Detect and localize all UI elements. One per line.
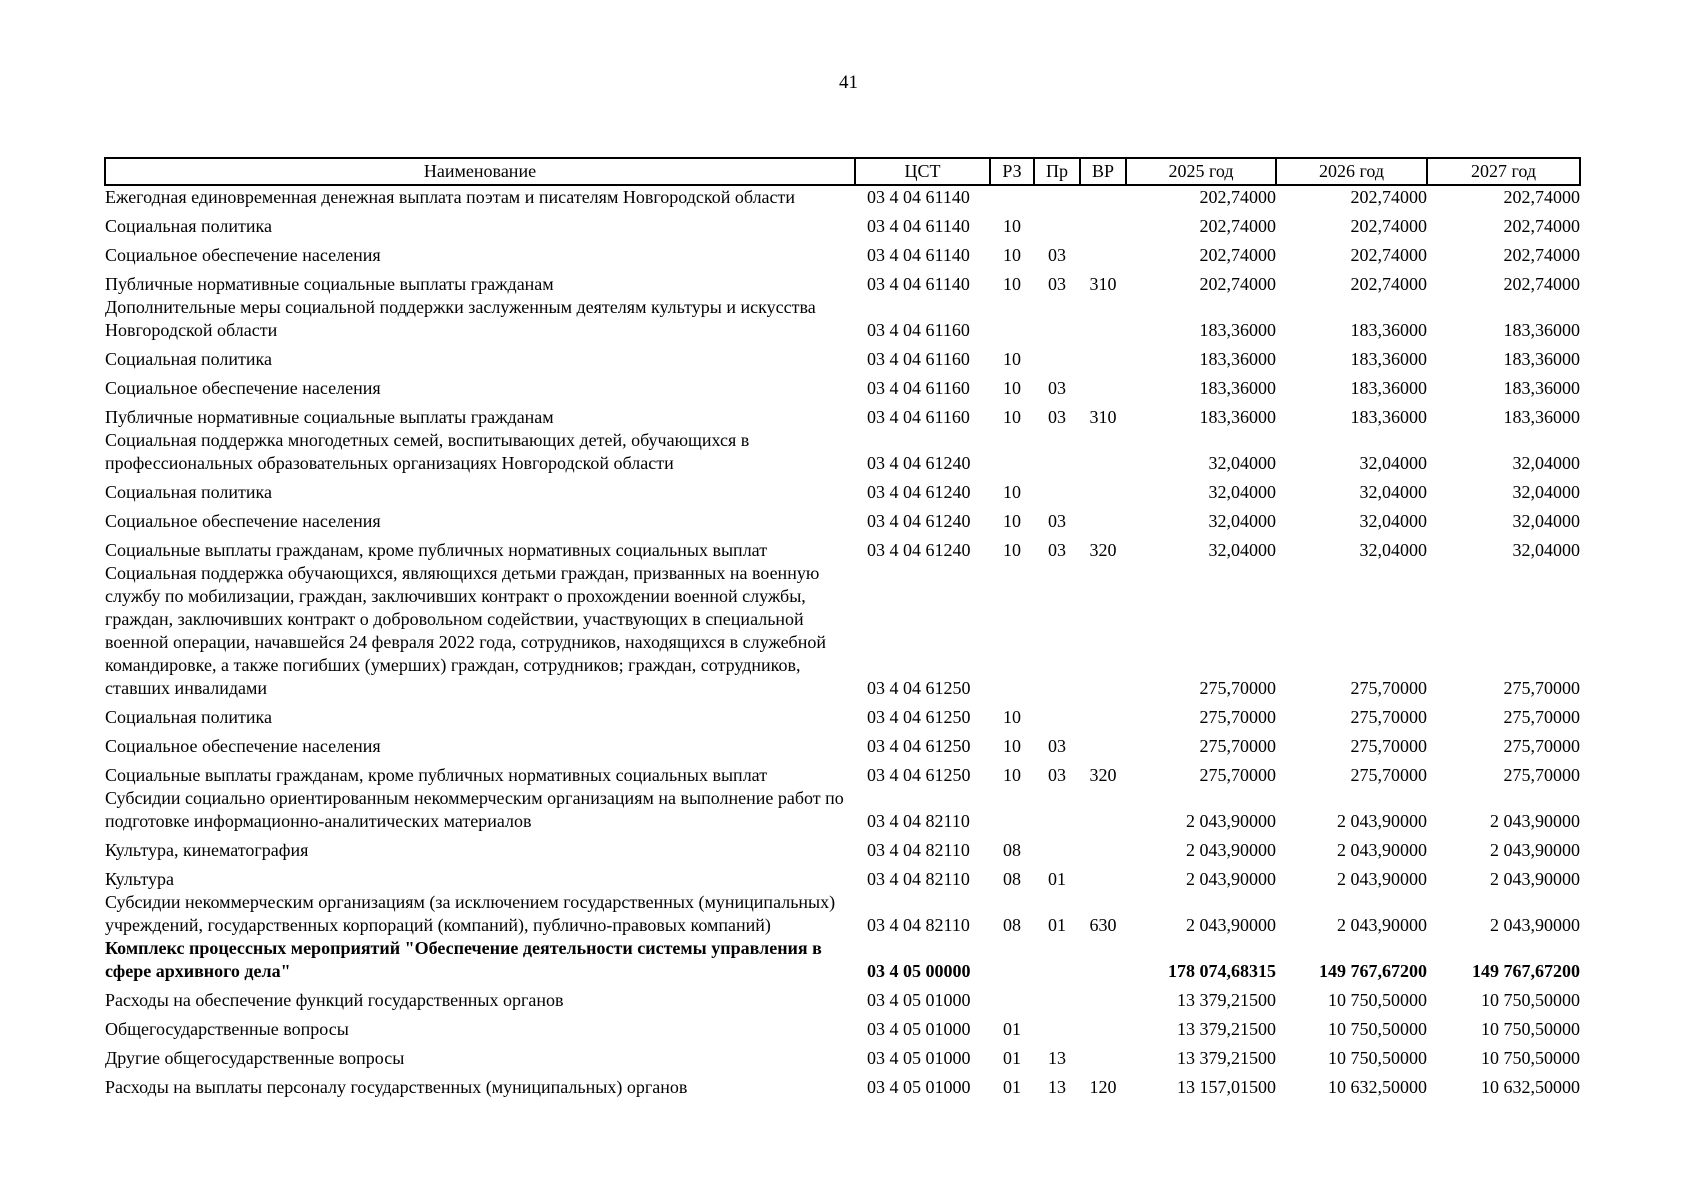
cell-name: Ежегодная единовременная денежная выплата поэтам и писателям Новгородской области: [105, 187, 796, 207]
cell-pr: [1034, 983, 1080, 1012]
cell-2026: 275,70000: [1350, 765, 1427, 785]
table-row: [105, 1012, 1580, 1041]
table-row: [105, 729, 1580, 758]
cell-rz: 10: [1003, 274, 1021, 294]
table-row: [105, 371, 1580, 400]
table-row: [105, 429, 1580, 475]
cell-cst: 03 4 04 61240: [867, 511, 971, 531]
cell-2025: 2 043,90000: [1186, 811, 1276, 831]
cell-vr: [1080, 296, 1126, 342]
cell-rz: 10: [1003, 482, 1021, 502]
cell-2026: 32,04000: [1359, 453, 1427, 473]
header-vr: ВР: [1080, 158, 1126, 185]
cell-name: Социальное обеспечение населения: [105, 736, 381, 756]
cell-pr: [1034, 700, 1080, 729]
cell-pr: [1034, 185, 1080, 209]
cell-vr: [1080, 729, 1126, 758]
cell-vr: [1080, 983, 1126, 1012]
cell-name: Расходы на обеспечение функций государственных органов: [105, 990, 564, 1010]
cell-cst: 03 4 04 61250: [867, 765, 971, 785]
table-body: [105, 185, 1580, 1099]
cell-name: Социальная политика: [105, 482, 272, 502]
cell-2027: 32,04000: [1512, 540, 1580, 560]
cell-pr: 01: [1048, 869, 1066, 889]
cell-2025: 13 157,01500: [1177, 1077, 1276, 1097]
table-row: [105, 983, 1580, 1012]
cell-rz: [990, 429, 1034, 475]
cell-pr: 03: [1048, 274, 1066, 294]
table-row: [105, 209, 1580, 238]
cell-vr: [1080, 862, 1126, 891]
cell-2027: 183,36000: [1503, 378, 1580, 398]
cell-2027: 202,74000: [1503, 245, 1580, 265]
cell-rz: 10: [1003, 765, 1021, 785]
cell-name: Социальное обеспечение населения: [105, 245, 381, 265]
cell-2027: 275,70000: [1503, 765, 1580, 785]
cell-2026: 202,74000: [1350, 187, 1427, 207]
cell-pr: [1034, 429, 1080, 475]
cell-cst: 03 4 04 82110: [867, 869, 970, 889]
cell-2025: 2 043,90000: [1186, 869, 1276, 889]
cell-name: Дополнительные меры социальной поддержки заслуженным деятелям культуры и искусства Новгородской области: [105, 297, 816, 340]
cell-name: Субсидии некоммерческим организациям (за исключением государственных (муниципальных) учреждений, государственных корпораций (компаний), публично-правовых компаний): [105, 892, 836, 935]
cell-pr: 13: [1048, 1048, 1066, 1068]
cell-2026: 183,36000: [1350, 407, 1427, 427]
cell-2025: 13 379,21500: [1177, 1048, 1276, 1068]
cell-rz: 10: [1003, 540, 1021, 560]
cell-2025: 275,70000: [1199, 678, 1276, 698]
cell-cst: 03 4 04 61160: [867, 349, 970, 369]
cell-2027: 275,70000: [1503, 736, 1580, 756]
table-header-row: [105, 158, 1580, 185]
table-row: [105, 862, 1580, 891]
cell-2027: 10 750,50000: [1481, 1048, 1580, 1068]
page-number: 41: [839, 72, 858, 93]
cell-2027: 202,74000: [1503, 187, 1580, 207]
cell-rz: [990, 185, 1034, 209]
cell-cst: 03 4 04 82110: [867, 811, 970, 831]
cell-vr: [1080, 475, 1126, 504]
cell-vr: [1080, 342, 1126, 371]
cell-2027: 10 750,50000: [1481, 1019, 1580, 1039]
header-cst: ЦСТ: [855, 158, 990, 185]
cell-cst: 03 4 05 00000: [867, 961, 971, 981]
header-name: Наименование: [105, 158, 855, 185]
cell-2026: 183,36000: [1350, 349, 1427, 369]
cell-vr: [1080, 1012, 1126, 1041]
cell-name: Социальная поддержка многодетных семей, воспитывающих детей, обучающихся в профессиональных образовательных организациях Новгородской области: [105, 430, 750, 473]
cell-2026: 10 750,50000: [1328, 990, 1427, 1010]
table-row: [105, 400, 1580, 429]
cell-rz: [990, 787, 1034, 833]
cell-vr: [1080, 238, 1126, 267]
cell-2027: 202,74000: [1503, 274, 1580, 294]
cell-vr: 310: [1089, 274, 1117, 294]
cell-vr: [1080, 1041, 1126, 1070]
cell-2025: 183,36000: [1199, 349, 1276, 369]
cell-2025: 32,04000: [1208, 482, 1276, 502]
cell-pr: 03: [1048, 378, 1066, 398]
cell-rz: [990, 937, 1034, 983]
cell-rz: [990, 562, 1034, 700]
cell-rz: 08: [1003, 869, 1021, 889]
cell-2025: 32,04000: [1208, 511, 1276, 531]
cell-2025: 275,70000: [1199, 736, 1276, 756]
cell-rz: [990, 296, 1034, 342]
cell-2026: 275,70000: [1350, 678, 1427, 698]
cell-2026: 10 632,50000: [1328, 1077, 1427, 1097]
cell-cst: 03 4 04 61240: [867, 482, 971, 502]
cell-cst: 03 4 04 61160: [867, 407, 970, 427]
cell-rz: 01: [1003, 1048, 1021, 1068]
cell-2025: 2 043,90000: [1186, 915, 1276, 935]
cell-name: Комплекс процессных мероприятий "Обеспечение деятельности системы управления в сфере архивного дела": [105, 938, 822, 981]
cell-cst: 03 4 04 61140: [867, 245, 970, 265]
header-rz: РЗ: [990, 158, 1034, 185]
cell-cst: 03 4 04 61240: [867, 540, 971, 560]
cell-vr: [1080, 562, 1126, 700]
cell-name: Публичные нормативные социальные выплаты гражданам: [105, 407, 554, 427]
cell-vr: [1080, 504, 1126, 533]
cell-pr: [1034, 209, 1080, 238]
cell-2026: 202,74000: [1350, 274, 1427, 294]
cell-2027: 10 632,50000: [1481, 1077, 1580, 1097]
cell-name: Социальные выплаты гражданам, кроме публичных нормативных социальных выплат: [105, 765, 768, 785]
cell-2027: 10 750,50000: [1481, 990, 1580, 1010]
cell-vr: 120: [1089, 1077, 1117, 1097]
cell-2026: 32,04000: [1359, 540, 1427, 560]
table-row: [105, 533, 1580, 562]
cell-rz: 10: [1003, 349, 1021, 369]
table-row: [105, 787, 1580, 833]
cell-rz: 01: [1003, 1077, 1021, 1097]
cell-2027: 32,04000: [1512, 453, 1580, 473]
cell-cst: 03 4 05 01000: [867, 990, 971, 1010]
cell-name: Социальная политика: [105, 349, 272, 369]
cell-pr: [1034, 296, 1080, 342]
cell-2027: 149 767,67200: [1472, 961, 1580, 981]
budget-table: [104, 157, 1581, 1099]
cell-2025: 32,04000: [1208, 453, 1276, 473]
cell-2026: 32,04000: [1359, 482, 1427, 502]
cell-vr: 630: [1089, 915, 1117, 935]
table-row: [105, 700, 1580, 729]
table-row: [105, 504, 1580, 533]
cell-2025: 275,70000: [1199, 707, 1276, 727]
cell-pr: 03: [1048, 245, 1066, 265]
cell-2025: 202,74000: [1199, 274, 1276, 294]
cell-rz: 10: [1003, 511, 1021, 531]
cell-name: Социальная политика: [105, 216, 272, 236]
cell-name: Социальная политика: [105, 707, 272, 727]
table-row: [105, 758, 1580, 787]
cell-rz: 10: [1003, 216, 1021, 236]
cell-pr: [1034, 475, 1080, 504]
cell-pr: 03: [1048, 540, 1066, 560]
cell-name: Социальное обеспечение населения: [105, 378, 381, 398]
table-row: [105, 937, 1580, 983]
table-row: [105, 267, 1580, 296]
cell-2025: 13 379,21500: [1177, 990, 1276, 1010]
header-2026: 2026 год: [1276, 158, 1427, 185]
cell-vr: 320: [1089, 765, 1117, 785]
table-row: [105, 296, 1580, 342]
cell-2026: 2 043,90000: [1337, 840, 1427, 860]
table-row: [105, 475, 1580, 504]
cell-pr: 03: [1048, 736, 1066, 756]
table-row: [105, 833, 1580, 862]
table-row: [105, 238, 1580, 267]
cell-cst: 03 4 04 61240: [867, 453, 971, 473]
cell-name: Социальное обеспечение населения: [105, 511, 381, 531]
cell-pr: [1034, 787, 1080, 833]
cell-pr: 03: [1048, 407, 1066, 427]
cell-pr: 13: [1048, 1077, 1066, 1097]
cell-name: Субсидии социально ориентированным некоммерческим организациям на выполнение работ по подготовке информационно-аналитических материалов: [105, 788, 844, 831]
cell-2026: 275,70000: [1350, 707, 1427, 727]
cell-rz: 10: [1003, 707, 1021, 727]
cell-cst: 03 4 04 82110: [867, 840, 970, 860]
cell-vr: [1080, 937, 1126, 983]
cell-name: Культура, кинематография: [105, 840, 309, 860]
cell-rz: 10: [1003, 736, 1021, 756]
cell-cst: 03 4 04 61140: [867, 216, 970, 236]
cell-2026: 10 750,50000: [1328, 1048, 1427, 1068]
cell-2027: 183,36000: [1503, 407, 1580, 427]
cell-name: Культура: [105, 869, 174, 889]
cell-name: Другие общегосударственные вопросы: [105, 1048, 405, 1068]
cell-cst: 03 4 04 61250: [867, 678, 971, 698]
cell-2027: 183,36000: [1503, 349, 1580, 369]
cell-rz: 10: [1003, 245, 1021, 265]
table-row: [105, 562, 1580, 700]
cell-cst: 03 4 04 61160: [867, 320, 970, 340]
header-2025: 2025 год: [1126, 158, 1276, 185]
cell-cst: 03 4 04 82110: [867, 915, 970, 935]
cell-2027: 2 043,90000: [1490, 915, 1580, 935]
cell-rz: 10: [1003, 407, 1021, 427]
cell-pr: 03: [1048, 511, 1066, 531]
cell-pr: [1034, 1012, 1080, 1041]
cell-rz: 10: [1003, 378, 1021, 398]
cell-2027: 275,70000: [1503, 678, 1580, 698]
cell-vr: 310: [1089, 407, 1117, 427]
cell-2026: 183,36000: [1350, 320, 1427, 340]
cell-vr: [1080, 429, 1126, 475]
cell-2025: 2 043,90000: [1186, 840, 1276, 860]
table-row: [105, 342, 1580, 371]
cell-2025: 202,74000: [1199, 216, 1276, 236]
cell-name: Социальная поддержка обучающихся, являющихся детьми граждан, призванных на военную службу по мобилизации, граждан, заключивших контракт о прохождении военной службы, граждан, заключивших контракт о добровольном содействии, участвующих в специальной военной операции, начавшейся 24 февраля 2022 года, сотрудников, находящихся в служебной командировке, а также погибших (умерших) граждан, сотрудников; граждан, сотрудников, ставших инвалидами: [105, 563, 826, 698]
cell-pr: 03: [1048, 765, 1066, 785]
cell-2027: 2 043,90000: [1490, 869, 1580, 889]
cell-name: Социальные выплаты гражданам, кроме публичных нормативных социальных выплат: [105, 540, 768, 560]
table-row: [105, 891, 1580, 937]
cell-rz: [990, 983, 1034, 1012]
cell-vr: [1080, 787, 1126, 833]
cell-name: Общегосударственные вопросы: [105, 1019, 349, 1039]
cell-vr: [1080, 371, 1126, 400]
cell-vr: [1080, 700, 1126, 729]
header-pr: Пр: [1034, 158, 1080, 185]
cell-2026: 202,74000: [1350, 216, 1427, 236]
cell-2027: 275,70000: [1503, 707, 1580, 727]
cell-pr: [1034, 833, 1080, 862]
cell-2027: 183,36000: [1503, 320, 1580, 340]
cell-2026: 183,36000: [1350, 378, 1427, 398]
cell-cst: 03 4 05 01000: [867, 1077, 971, 1097]
cell-pr: [1034, 937, 1080, 983]
header-2027: 2027 год: [1427, 158, 1580, 185]
cell-cst: 03 4 04 61140: [867, 187, 970, 207]
cell-2025: 13 379,21500: [1177, 1019, 1276, 1039]
cell-rz: 08: [1003, 840, 1021, 860]
cell-pr: [1034, 342, 1080, 371]
cell-2026: 149 767,67200: [1319, 961, 1427, 981]
cell-2025: 275,70000: [1199, 765, 1276, 785]
cell-2025: 183,36000: [1199, 320, 1276, 340]
cell-cst: 03 4 04 61140: [867, 274, 970, 294]
cell-2027: 32,04000: [1512, 482, 1580, 502]
cell-vr: [1080, 209, 1126, 238]
cell-vr: 320: [1089, 540, 1117, 560]
cell-cst: 03 4 04 61250: [867, 707, 971, 727]
cell-2026: 32,04000: [1359, 511, 1427, 531]
table-row: [105, 185, 1580, 209]
cell-2027: 202,74000: [1503, 216, 1580, 236]
cell-2026: 10 750,50000: [1328, 1019, 1427, 1039]
cell-rz: 01: [1003, 1019, 1021, 1039]
cell-2026: 2 043,90000: [1337, 869, 1427, 889]
table-row: [105, 1041, 1580, 1070]
cell-cst: 03 4 04 61250: [867, 736, 971, 756]
cell-cst: 03 4 05 01000: [867, 1019, 971, 1039]
cell-2027: 2 043,90000: [1490, 840, 1580, 860]
cell-2025: 202,74000: [1199, 245, 1276, 265]
cell-name: Расходы на выплаты персоналу государственных (муниципальных) органов: [105, 1077, 688, 1097]
cell-2026: 2 043,90000: [1337, 811, 1427, 831]
cell-2026: 275,70000: [1350, 736, 1427, 756]
cell-pr: [1034, 562, 1080, 700]
cell-name: Публичные нормативные социальные выплаты гражданам: [105, 274, 554, 294]
cell-vr: [1080, 833, 1126, 862]
cell-cst: 03 4 04 61160: [867, 378, 970, 398]
cell-2026: 2 043,90000: [1337, 915, 1427, 935]
cell-rz: 08: [1003, 915, 1021, 935]
cell-pr: 01: [1048, 915, 1066, 935]
cell-2025: 202,74000: [1199, 187, 1276, 207]
cell-cst: 03 4 05 01000: [867, 1048, 971, 1068]
cell-2025: 183,36000: [1199, 407, 1276, 427]
cell-2026: 202,74000: [1350, 245, 1427, 265]
cell-2025: 183,36000: [1199, 378, 1276, 398]
cell-2027: 2 043,90000: [1490, 811, 1580, 831]
table-row: [105, 1070, 1580, 1099]
cell-2025: 32,04000: [1208, 540, 1276, 560]
cell-2025: 178 074,68315: [1168, 961, 1276, 981]
cell-vr: [1080, 185, 1126, 209]
cell-2027: 32,04000: [1512, 511, 1580, 531]
